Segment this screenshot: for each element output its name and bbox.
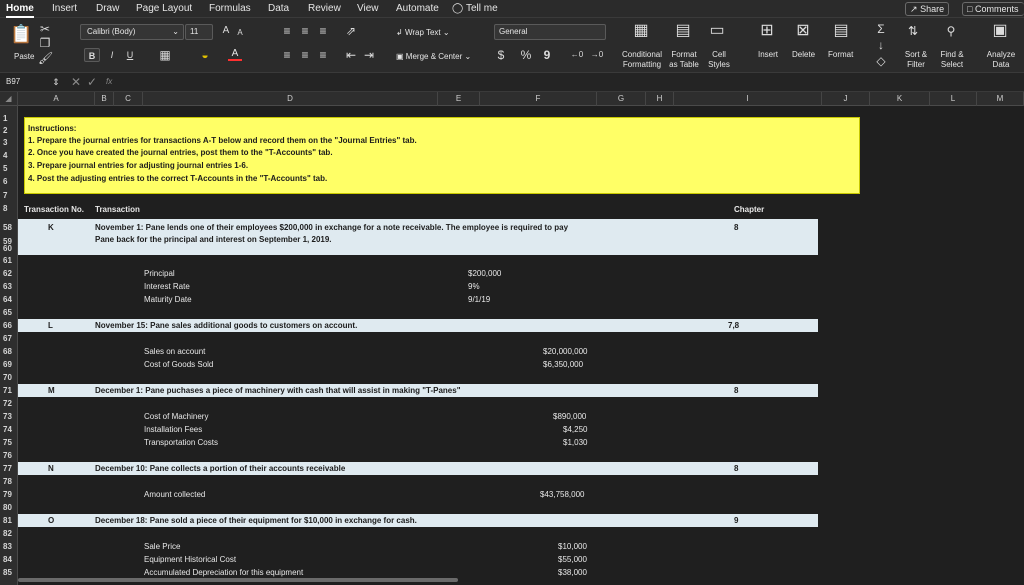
- row-header[interactable]: 60: [3, 244, 12, 253]
- sort-filter-icon[interactable]: ⇅: [907, 24, 919, 38]
- item-value: 9/1/19: [468, 295, 491, 304]
- header-chapter: Chapter: [734, 205, 765, 214]
- tab-insert[interactable]: Insert: [52, 3, 78, 14]
- fill-color-icon[interactable]: ◒: [201, 48, 209, 62]
- decrease-indent-icon[interactable]: ⇤: [345, 48, 357, 62]
- column-header-l[interactable]: L: [930, 92, 977, 106]
- item-label: Sale Price: [144, 542, 181, 551]
- transaction-id: L: [48, 321, 53, 330]
- item-label: Amount collected: [144, 490, 206, 499]
- name-box[interactable]: B97: [6, 77, 21, 86]
- item-value: $55,000: [558, 555, 587, 564]
- merge-center-button[interactable]: ▣ Merge & Center ⌄: [396, 52, 472, 61]
- worksheet-grid[interactable]: [18, 106, 1024, 585]
- name-box-stepper-icon[interactable]: ⇕: [52, 77, 60, 87]
- currency-button[interactable]: $: [497, 48, 505, 62]
- format-as-table-icon[interactable]: ▤: [675, 22, 691, 39]
- row-header[interactable]: 67: [3, 334, 12, 343]
- transaction-id: M: [48, 386, 55, 395]
- increase-decimal-icon[interactable]: ←0: [570, 50, 584, 59]
- row-header[interactable]: 63: [3, 282, 12, 291]
- sort-filter-button[interactable]: Sort & Filter: [904, 50, 928, 69]
- row-header[interactable]: 78: [3, 477, 12, 486]
- row-headers: [0, 106, 18, 585]
- transaction-text: November 1: Pane lends one of their employees $200,000 in exchange for a note receivable. The employee is required to pay: [95, 223, 569, 232]
- item-label: Interest Rate: [144, 282, 190, 291]
- row-header[interactable]: 72: [3, 399, 12, 408]
- italic-button[interactable]: I: [110, 50, 114, 60]
- item-value: 9%: [468, 282, 480, 291]
- number-format-select[interactable]: General: [494, 24, 606, 40]
- transaction-chapter: 8: [734, 223, 739, 232]
- item-value: $20,000,000: [543, 347, 588, 356]
- column-header-g[interactable]: G: [597, 92, 646, 106]
- instructions-title: Instructions:: [28, 124, 77, 133]
- align-right-icon[interactable]: ≡: [319, 48, 327, 62]
- column-header-k[interactable]: K: [870, 92, 930, 106]
- decrease-font-icon[interactable]: A: [237, 28, 243, 37]
- column-header-d[interactable]: D: [143, 92, 438, 106]
- font-name-select[interactable]: Calibri (Body) ⌄: [80, 24, 184, 40]
- tab-home[interactable]: Home: [6, 0, 34, 18]
- search-icon[interactable]: ⚲: [946, 24, 956, 38]
- instructions-box: [24, 117, 860, 194]
- paste-label[interactable]: Paste: [14, 52, 35, 61]
- horizontal-scrollbar[interactable]: [18, 578, 458, 582]
- tab-view[interactable]: View: [357, 3, 379, 14]
- item-value: $10,000: [558, 542, 587, 551]
- confirm-icon[interactable]: ✓: [86, 75, 98, 89]
- row-header[interactable]: 6: [3, 177, 8, 186]
- merge-icon: ▣: [396, 52, 404, 61]
- column-header-c[interactable]: C: [114, 92, 143, 106]
- format-cells-icon[interactable]: ▤: [833, 22, 849, 39]
- increase-indent-icon[interactable]: ⇥: [363, 48, 375, 62]
- ribbon-home: [0, 18, 1024, 72]
- transaction-text: December 1: Pane puchases a piece of machinery with cash that will assist in making "T-Panes": [95, 386, 461, 395]
- bold-button[interactable]: B: [84, 48, 100, 62]
- tab-page-layout[interactable]: Page Layout: [136, 3, 193, 14]
- instruction-line: 1. Prepare the journal entries for transactions A-T below and record them on the "Journal Entries" tab.: [28, 136, 417, 145]
- row-header[interactable]: 1: [3, 114, 8, 123]
- delete-button[interactable]: Delete: [792, 50, 816, 59]
- row-header[interactable]: 73: [3, 412, 12, 421]
- row-header[interactable]: 5: [3, 164, 8, 173]
- align-center-icon[interactable]: ≡: [301, 48, 309, 62]
- row-header[interactable]: 8: [3, 204, 8, 213]
- transaction-chapter: 9: [734, 516, 739, 525]
- row-header[interactable]: 2: [3, 126, 8, 135]
- transaction-id: N: [48, 464, 54, 473]
- row-header[interactable]: 4: [3, 151, 8, 160]
- select-all-corner[interactable]: ◢: [0, 92, 18, 106]
- decrease-decimal-icon[interactable]: →0: [590, 50, 604, 59]
- font-size-select[interactable]: 11: [185, 24, 213, 40]
- find-select-button[interactable]: Find & Select: [940, 50, 964, 69]
- row-header[interactable]: 66: [3, 321, 12, 330]
- format-painter-icon[interactable]: 🖌: [38, 51, 54, 65]
- item-label: Transportation Costs: [144, 438, 218, 447]
- transaction-text: December 10: Pane collects a portion of their accounts receivable: [95, 464, 346, 473]
- ribbon-tab-bar: [0, 0, 1024, 18]
- lightbulb-icon: ◯: [452, 3, 464, 14]
- tab-data[interactable]: Data: [268, 3, 290, 14]
- row-header[interactable]: 84: [3, 555, 12, 564]
- wrap-text-icon: ↲: [396, 28, 403, 37]
- percent-button[interactable]: %: [520, 48, 532, 62]
- row-header[interactable]: 65: [3, 308, 12, 317]
- increase-font-icon[interactable]: A: [222, 25, 230, 36]
- tab-review[interactable]: Review: [308, 3, 341, 14]
- tab-draw[interactable]: Draw: [96, 3, 120, 14]
- transaction-chapter: 7,8: [728, 321, 740, 330]
- transaction-text: Pane back for the principal and interest on September 1, 2019.: [95, 235, 332, 244]
- row-header[interactable]: 80: [3, 503, 12, 512]
- header-transaction-no: Transaction No.: [24, 205, 85, 214]
- chevron-down-icon: ⌄: [172, 27, 179, 36]
- transaction-text: December 18: Pane sold a piece of their equipment for $10,000 in exchange for cash.: [95, 516, 417, 525]
- transaction-id: K: [48, 223, 54, 232]
- item-label: Accumulated Depreciation for this equipment: [144, 568, 304, 577]
- column-header-f[interactable]: F: [480, 92, 597, 106]
- row-header[interactable]: 59: [3, 237, 12, 246]
- item-value: $4,250: [563, 425, 588, 434]
- row-header[interactable]: 68: [3, 347, 12, 356]
- column-headers: [0, 92, 1024, 106]
- item-value: $1,030: [563, 438, 588, 447]
- share-icon: ↗: [910, 4, 918, 14]
- function-icon[interactable]: fx: [106, 77, 113, 86]
- header-transaction: Transaction: [95, 205, 140, 214]
- row-header[interactable]: 70: [3, 373, 12, 382]
- row-header[interactable]: 83: [3, 542, 12, 551]
- font-color-icon[interactable]: A: [228, 48, 242, 61]
- transaction-text: November 15: Pane sales additional goods to customers on account.: [95, 321, 358, 330]
- analyze-data-icon[interactable]: ▣: [992, 22, 1008, 39]
- analyze-data-button[interactable]: Analyze Data: [986, 50, 1016, 69]
- borders-icon[interactable]: ▦: [159, 48, 171, 62]
- item-label: Principal: [144, 269, 175, 278]
- instruction-line: 2. Once you have created the journal entries, post them to the "T-Accounts" tab.: [28, 148, 333, 157]
- copy-icon[interactable]: ❐: [39, 36, 51, 50]
- column-header-i[interactable]: I: [674, 92, 822, 106]
- row-header[interactable]: 64: [3, 295, 12, 304]
- column-header-j[interactable]: J: [822, 92, 870, 106]
- item-value: $38,000: [558, 568, 587, 577]
- autosum-icon[interactable]: Σ: [877, 22, 885, 36]
- row-header[interactable]: 71: [3, 386, 12, 395]
- item-value: $6,350,000: [543, 360, 584, 369]
- fill-icon[interactable]: ↓: [878, 38, 884, 52]
- transaction-chapter: 8: [734, 464, 739, 473]
- insert-cells-icon[interactable]: ⊞: [760, 22, 774, 39]
- row-header[interactable]: 76: [3, 451, 12, 460]
- formula-bar: [0, 72, 1024, 92]
- item-label: Installation Fees: [144, 425, 203, 434]
- comments-button[interactable]: □ Comments: [962, 2, 1024, 16]
- paste-icon[interactable]: 📋: [10, 24, 33, 44]
- underline-button[interactable]: U: [126, 50, 134, 60]
- item-label: Sales on account: [144, 347, 206, 356]
- align-bottom-icon[interactable]: ≡: [319, 24, 327, 38]
- column-header-b[interactable]: B: [95, 92, 114, 106]
- row-header[interactable]: 74: [3, 425, 12, 434]
- item-label: Equipment Historical Cost: [144, 555, 237, 564]
- row-header[interactable]: 58: [3, 223, 12, 232]
- item-label: Cost of Goods Sold: [144, 360, 214, 369]
- share-button[interactable]: ↗ Share: [905, 2, 949, 16]
- align-top-icon[interactable]: ≡: [283, 24, 291, 38]
- conditional-formatting-icon[interactable]: ▦: [633, 22, 649, 39]
- column-header-h[interactable]: H: [646, 92, 674, 106]
- instruction-line: 4. Post the adjusting entries to the correct T-Accounts in the "T-Accounts" tab.: [28, 174, 328, 183]
- row-header[interactable]: 79: [3, 490, 12, 499]
- tab-formulas[interactable]: Formulas: [209, 3, 251, 14]
- format-button[interactable]: Format: [828, 50, 854, 59]
- cell-styles-icon[interactable]: ▭: [709, 22, 725, 39]
- tab-tell-me[interactable]: Tell me: [466, 3, 498, 14]
- item-value: $43,758,000: [540, 490, 585, 499]
- transaction-chapter: 8: [734, 386, 739, 395]
- delete-cells-icon[interactable]: ⊠: [796, 22, 810, 39]
- align-middle-icon[interactable]: ≡: [301, 24, 309, 38]
- item-value: $890,000: [553, 412, 587, 421]
- item-label: Maturity Date: [144, 295, 192, 304]
- column-header-a[interactable]: A: [18, 92, 95, 106]
- wrap-text-button[interactable]: ↲ Wrap Text ⌄: [396, 28, 450, 37]
- column-header-m[interactable]: M: [977, 92, 1024, 106]
- item-value: $200,000: [468, 269, 502, 278]
- conditional-formatting-button[interactable]: Conditional Formatting: [621, 50, 663, 69]
- instruction-line: 3. Prepare journal entries for adjusting journal entries 1-6.: [28, 161, 249, 170]
- row-header[interactable]: 77: [3, 464, 12, 473]
- row-header[interactable]: 69: [3, 360, 12, 369]
- tab-automate[interactable]: Automate: [396, 3, 439, 14]
- format-as-table-button[interactable]: Format as Table: [669, 50, 699, 69]
- align-left-icon[interactable]: ≡: [283, 48, 291, 62]
- cut-icon[interactable]: ✂: [39, 22, 51, 36]
- row-header[interactable]: 62: [3, 269, 12, 278]
- cell-styles-button[interactable]: Cell Styles: [708, 50, 730, 69]
- row-header[interactable]: 75: [3, 438, 12, 447]
- row-header[interactable]: 7: [3, 191, 8, 200]
- row-header[interactable]: 81: [3, 516, 12, 525]
- row-header[interactable]: 82: [3, 529, 12, 538]
- row-header[interactable]: 3: [3, 138, 8, 147]
- transaction-id: O: [48, 516, 55, 525]
- cancel-icon[interactable]: ✕: [70, 75, 82, 89]
- item-label: Cost of Machinery: [144, 412, 209, 421]
- comma-button[interactable]: 9: [543, 48, 551, 62]
- orientation-icon[interactable]: ⇗: [345, 24, 357, 38]
- clear-icon[interactable]: ◇: [876, 54, 886, 68]
- comment-icon: □: [967, 4, 973, 14]
- row-header[interactable]: 85: [3, 568, 12, 577]
- row-header[interactable]: 61: [3, 256, 12, 265]
- insert-button[interactable]: Insert: [758, 50, 779, 59]
- column-header-e[interactable]: E: [438, 92, 480, 106]
